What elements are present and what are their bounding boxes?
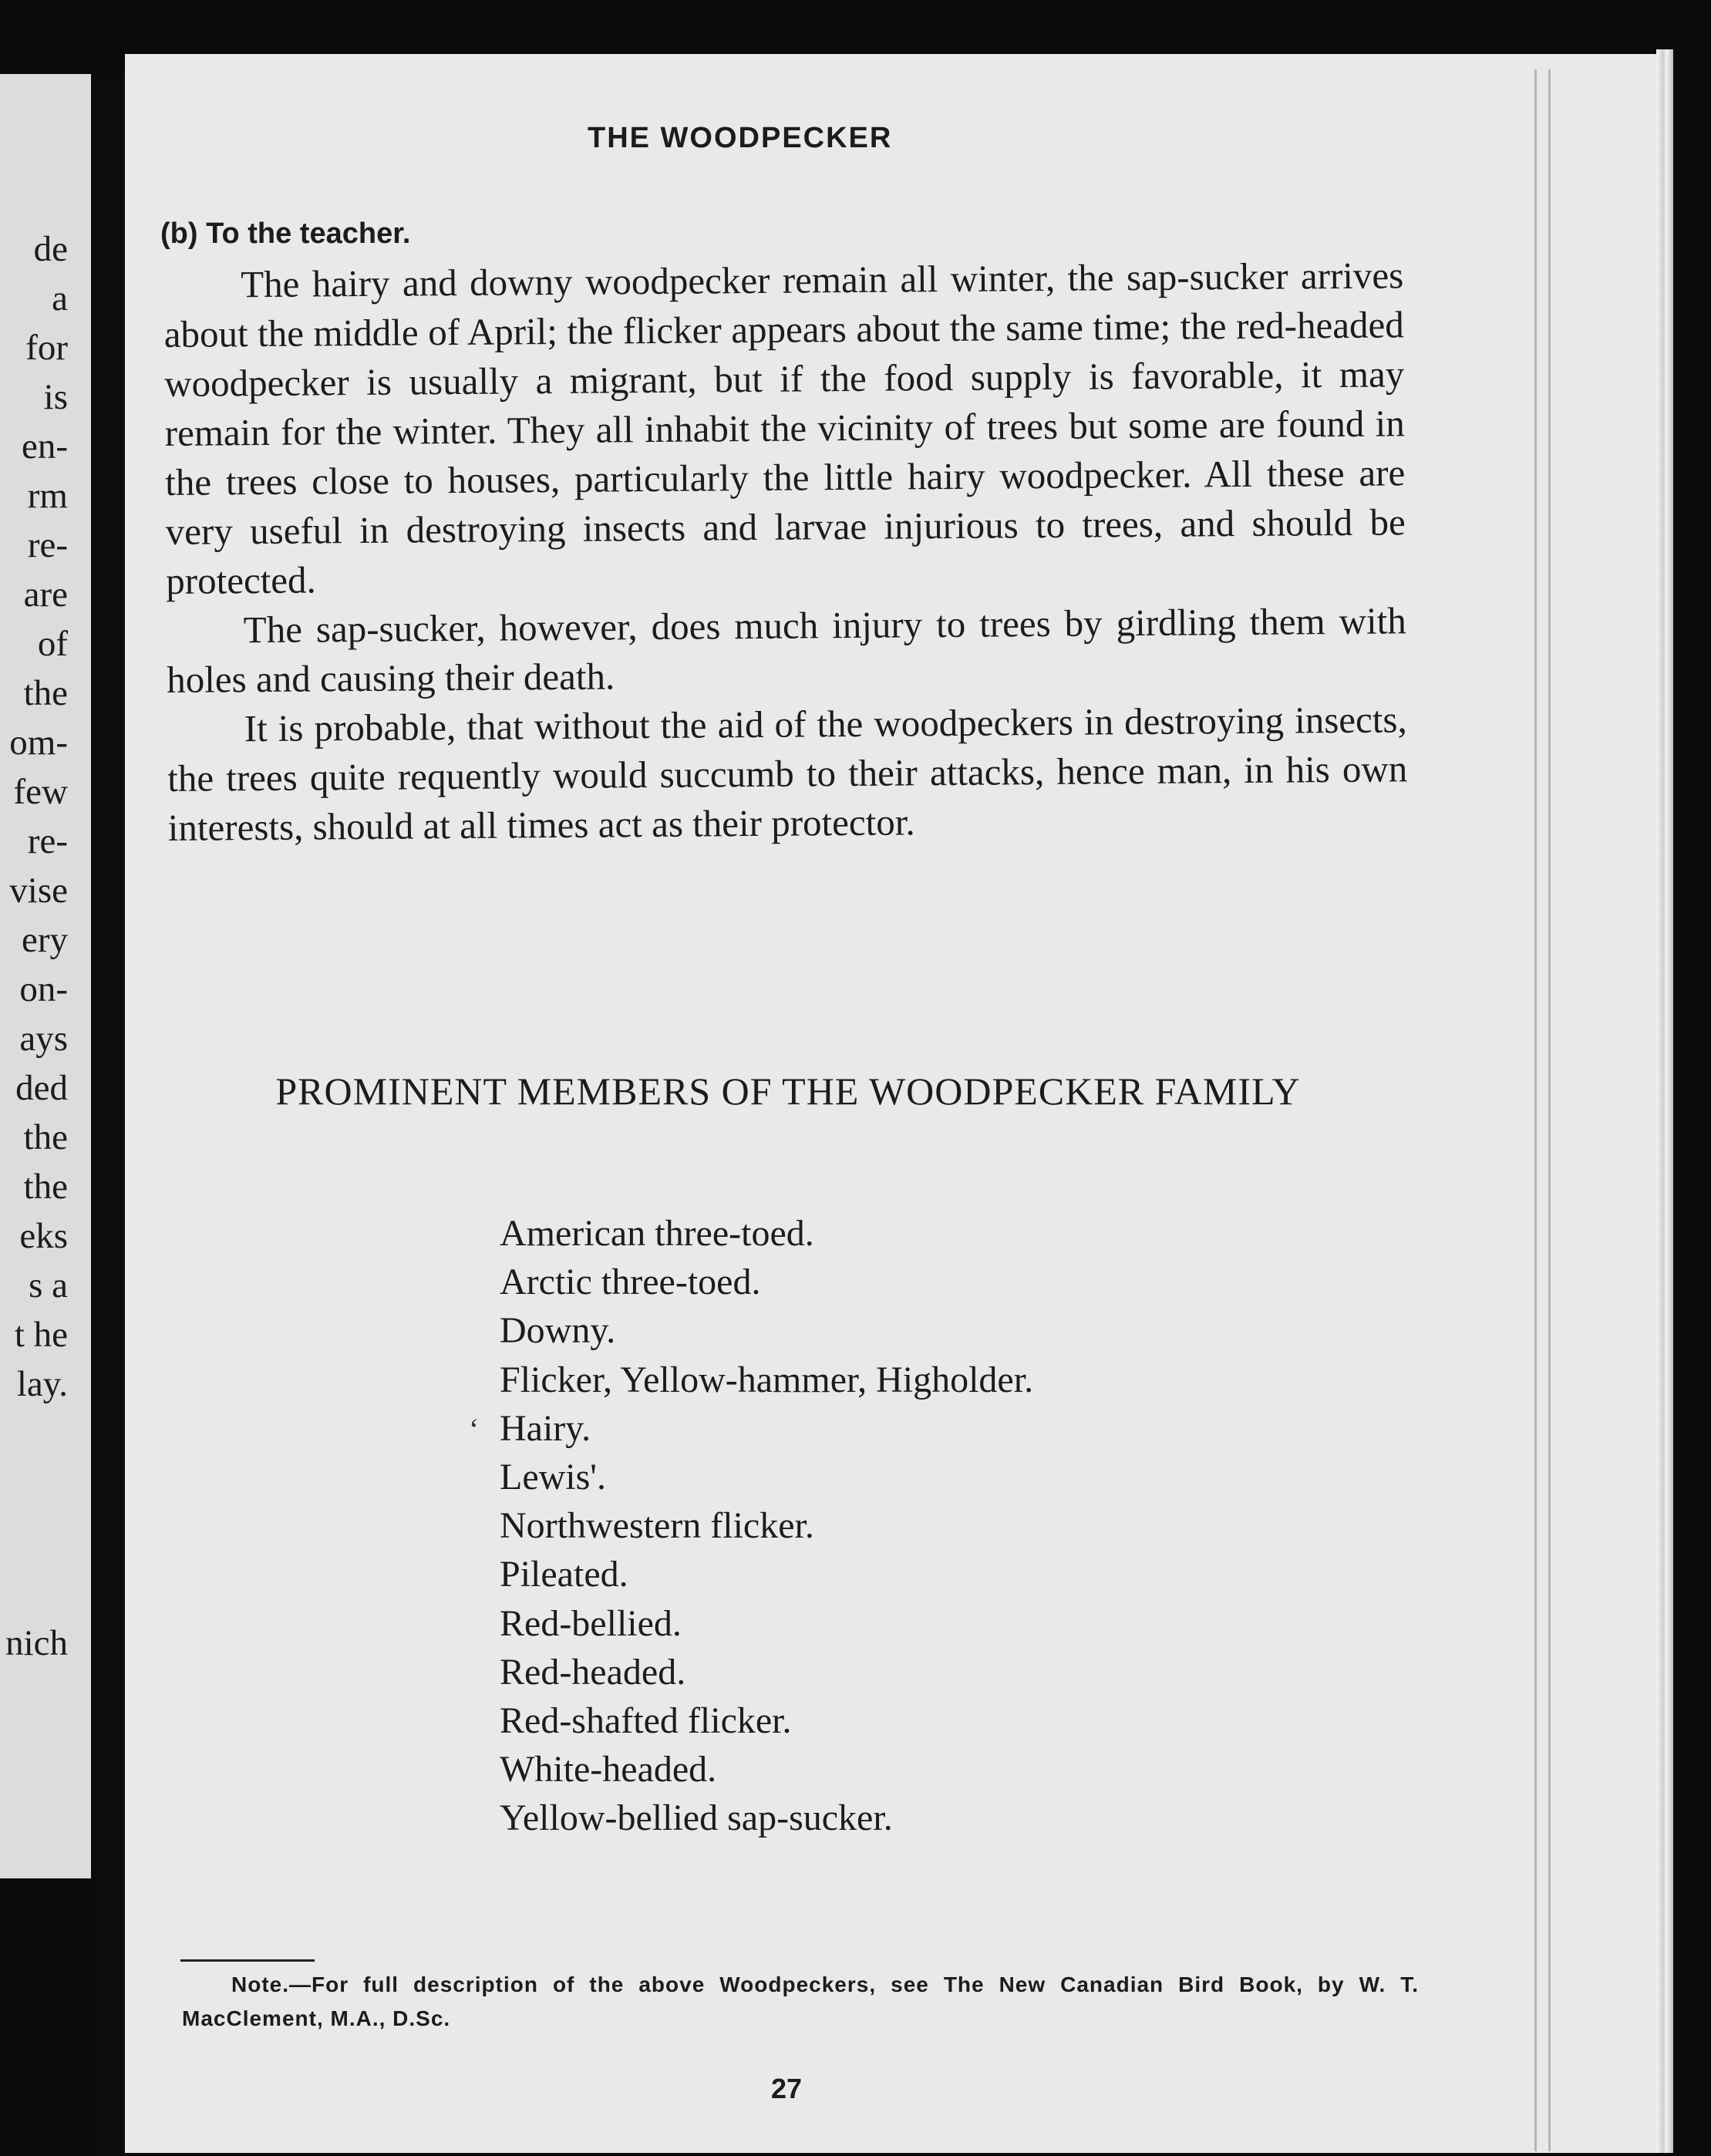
footnote [182,1968,1419,2036]
species-list [500,1209,1033,1843]
footnote-rule [180,1959,315,1962]
left-page-text: ays [19,1019,68,1059]
species-item: Arctic three-toed. [500,1262,761,1303]
page-edge-line [1548,69,1551,2151]
section-heading: PROMINENT MEMBERS OF THE WOODPECKER FAMILY [275,1070,1301,1113]
species-item: Red-bellied. [500,1602,682,1644]
left-page-text: few [13,772,68,812]
species-item: Downy. [500,1310,616,1352]
running-head: THE WOODPECKER [588,122,893,154]
species-item: Hairy. [500,1407,591,1449]
left-page-text: eks [19,1216,68,1256]
species-item: American three-toed. [500,1213,814,1254]
left-page-text: is [43,377,68,417]
footnote-rest: Book, by W. T. MacClement, M.A., D.Sc. [182,1972,1420,2030]
section-label: (b) To the teacher. [160,217,411,250]
left-page-text: de [33,229,68,269]
left-page-text: ery [21,920,68,960]
species-item: Red-shafted flicker. [500,1700,792,1742]
left-page-text: are [23,574,68,615]
footnote-lead: Note.—For full description of the above Woodpeckers, see The New Canadian Bird [231,1972,1225,1996]
species-item: Northwestern flicker. [500,1505,814,1547]
left-page-text: re- [27,525,68,565]
left-page-text: t he [14,1315,68,1355]
paragraph: It is probable, that without the aid of the woodpeckers in destroying insects, the trees quite requently would succumb to their attacks, hence man, in his own interests, should at all times act as their protector. [167,698,1408,849]
left-page-text: of [37,624,68,664]
left-page-text: rm [27,476,68,516]
species-item: Flicker, Yellow-hammer, Higholder. [500,1359,1034,1400]
left-page-text: en- [21,426,68,467]
left-page-text: om- [9,723,68,763]
paragraph: The hairy and downy woodpecker remain all winter, the sap-sucker arrives about the middle of April; the flicker appears about the same time; the red-headed woodpecker is usually a migrant, but if the food supply is favorable, it may remain for the winter. They all inhabit the vicinity of trees but some are found in the trees close to houses, particularly the little hairy woodpecker. All these are very useful in destroying insects and larvae injurious to trees, and should be protected. [163,254,1406,602]
left-page-text: a [52,278,68,318]
species-item: Yellow-bellied sap-sucker. [500,1797,893,1839]
species-item: Lewis'. [500,1457,606,1498]
left-page-text: the [23,673,68,713]
left-page-text: s a [29,1265,68,1305]
left-page-text: ded [15,1068,68,1108]
paragraph: The sap-sucker, however, does much injury to trees by girdling them with holes and causing their death. [167,599,1406,701]
left-page-text: the [23,1117,68,1157]
body-text [163,251,1408,853]
margin-tick-mark: ‘ [469,1412,480,1447]
left-page-text: on- [19,969,68,1009]
left-page-fragment [0,74,91,1878]
left-page-text: lay. [16,1364,68,1404]
left-page-text: the [23,1167,68,1207]
page-number: 27 [771,2073,803,2104]
species-item: Pileated. [500,1554,628,1595]
species-item: White-headed. [500,1749,717,1790]
page-edge [1656,49,1673,2153]
left-page-text: vise [9,871,68,911]
page-edge-line [1534,69,1537,2151]
species-item: Red-headed. [500,1651,686,1693]
left-page-text: nich [5,1623,68,1663]
book-gutter [91,74,125,2156]
left-page-text: for [25,328,68,368]
left-page-text: re- [27,821,68,861]
